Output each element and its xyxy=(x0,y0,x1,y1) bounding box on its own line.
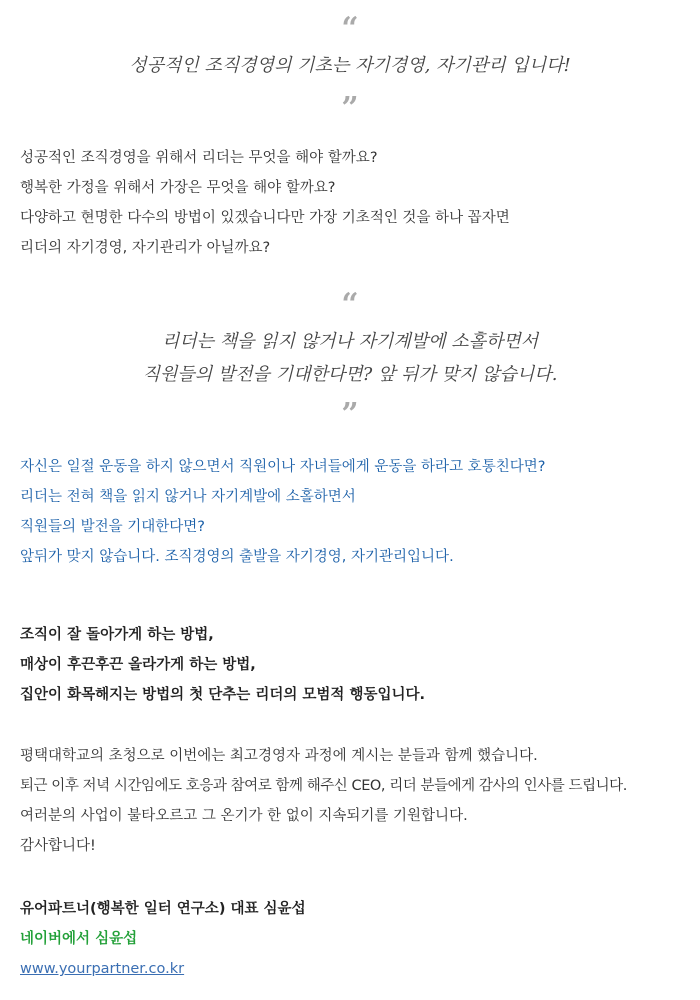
signature-block xyxy=(20,894,306,984)
emphasis-paragraph xyxy=(20,620,425,710)
thanks-paragraph xyxy=(20,741,627,861)
highlight-line: 자신은 일절 운동을 하지 않으면서 직원이나 자녀들에게 운동을 하라고 호통친다면? xyxy=(20,459,546,475)
emphasis-line: 집안이 화목해지는 방법의 첫 단추는 리더의 모범적 행동입니다. xyxy=(20,687,426,703)
intro-line: 다양하고 현명한 다수의 방법이 있겠습니다만 가장 기초적인 것을 하나 꼽자면 xyxy=(20,210,510,226)
thanks-line: 여러분의 사업이 불타오르고 그 온기가 한 없이 지속되기를 기원합니다. xyxy=(20,808,468,824)
pull-quote-line: 직원들의 발전을 기대한다면? 앞 뒤가 맞지 않습니다. xyxy=(142,364,558,385)
thanks-line: 퇴근 이후 저녁 시간임에도 호응과 참여로 함께 해주신 CEO, 리더 분들에게 감사의 인사를 드립니다. xyxy=(20,778,627,794)
highlight-line: 앞뒤가 맞지 않습니다. 조직경영의 출발을 자기경영, 자기관리입니다. xyxy=(20,549,454,565)
emphasis-line: 조직이 잘 돌아가게 하는 방법, xyxy=(20,627,214,643)
pull-quote-line: 리더는 책을 읽지 않거나 자기계발에 소홀하면서 xyxy=(161,331,539,352)
intro-line: 행복한 가정을 위해서 가장은 무엇을 해야 할까요? xyxy=(20,180,336,196)
thanks-line: 감사합니다! xyxy=(20,838,96,854)
open-quote-icon: “ xyxy=(341,11,359,46)
thanks-line: 평택대학교의 초청으로 이번에는 최고경영자 과정에 계시는 분들과 함께 했습니다. xyxy=(20,748,538,764)
website-link[interactable]: www.yourpartner.co.kr xyxy=(20,961,185,977)
highlight-paragraph xyxy=(20,452,545,572)
close-quote-icon: ” xyxy=(341,91,359,126)
naver-search-link[interactable]: 네이버에서 심윤섭 xyxy=(20,931,138,947)
intro-line: 리더의 자기경영, 자기관리가 아닐까요? xyxy=(20,240,271,256)
intro-line: 성공적인 조직경영을 위해서 리더는 무엇을 해야 할까요? xyxy=(20,150,378,166)
open-quote-icon: “ xyxy=(341,287,359,322)
highlight-line: 직원들의 발전을 기대한다면? xyxy=(20,519,205,535)
close-quote-icon: ” xyxy=(341,397,359,432)
intro-paragraph xyxy=(20,143,510,263)
headline-quote: 성공적인 조직경영의 기초는 자기경영, 자기관리 입니다! xyxy=(129,55,571,76)
emphasis-line: 매상이 후끈후끈 올라가게 하는 방법, xyxy=(20,657,256,673)
author-signature: 유어파트너(행복한 일터 연구소) 대표 심윤섭 xyxy=(20,901,306,917)
highlight-line: 리더는 전혀 책을 읽지 않거나 자기계발에 소홀하면서 xyxy=(20,489,356,505)
